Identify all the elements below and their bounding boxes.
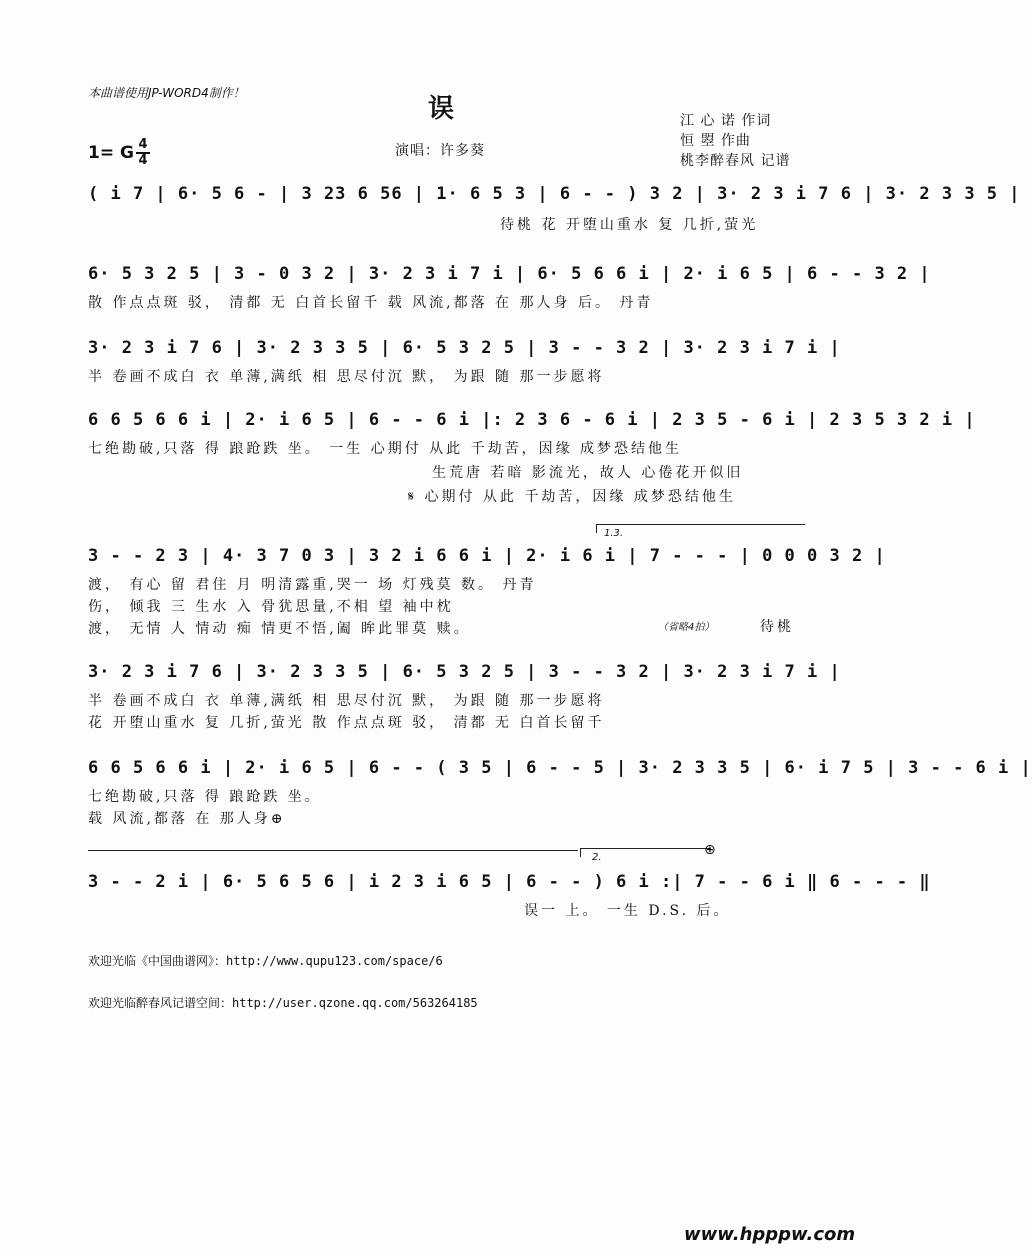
time-sig-bottom: 4 (136, 152, 150, 168)
key-signature: 1= G (88, 143, 134, 163)
aside-lyric: 待桃 (760, 619, 794, 635)
time-signature (136, 138, 150, 168)
volta-label-1: 1.3. (604, 528, 624, 539)
lyric-line-5a: 渡， 有心 留 君住 月 明清露重,哭一 场 灯残莫 数。 丹青 (88, 577, 537, 593)
lyric-line-4b: 生荒唐 若暗 影流光，故人 心倦花开似旧 (432, 465, 744, 481)
footer-link-qzone[interactable]: 欢迎光临醉春风记谱空间：http://user.qzone.qq.com/563264185 (88, 996, 478, 1010)
lyric-line-2a: 散 作点点斑 驳， 清都 无 白首长留千 载 风流,都落 在 那人身 后。 丹青 (88, 295, 654, 311)
lyric-line-5b: 伤， 倾我 三 生水 入 骨犹思量,不相 望 袖中枕 (88, 599, 454, 615)
volta-bracket-1 (596, 524, 805, 533)
footer-link-qupu[interactable]: 欢迎光临《中国曲谱网》：http://www.qupu123.com/space/6 (88, 954, 443, 968)
music-line-8: 3 - - 2 i | 6· 5 6 5 6 | i 2 3 i 6 5 | 6 - - ) 6 i :| 7 - - 6 i ‖ 6 - - - ‖ (88, 872, 931, 892)
site-watermark: www.hpppw.com (684, 1224, 856, 1245)
song-title: 误 (428, 94, 455, 124)
music-line-1: ( i 7 | 6· 5 6 - | 3 23 6 56 | 1· 6 5 3 | 6 - - ) 3 2 | 3· 2 3 i 7 6 | 3· 2 3 3 5 | (88, 184, 1021, 204)
time-sig-top: 4 (138, 137, 148, 152)
lyricist-credit: 江 心 诺 作词 (680, 113, 772, 129)
music-line-7: 6 6 5 6 6 i | 2· i 6 5 | 6 - - ( 3 5 | 6 - - 5 | 3· 2 3 3 5 | 6· i 7 5 | 3 - - 6 i | (88, 758, 1032, 778)
lyric-line-5c: 渡， 无情 人 情动 痴 情更不悟,阖 眸此罪莫 赎。 (88, 621, 471, 637)
lyric-line-6b: 花 开堕山重水 复 几折,萤光 散 作点点斑 驳， 清都 无 白首长留千 (88, 715, 605, 731)
singer-credit: 演唱：许多葵 (395, 143, 485, 159)
transcriber-credit: 桃李醉春风 记谱 (680, 153, 791, 169)
music-line-3: 3· 2 3 i 7 6 | 3· 2 3 3 5 | 6· 5 3 2 5 | 3 - - 3 2 | 3· 2 3 i 7 i | (88, 338, 841, 358)
omitted-beats-note: （省略4拍） (658, 622, 715, 633)
lyric-line-4a: 七绝勘破,只落 得 踉跄跌 坐。 一生 心期付 从此 千劫苦，因缘 成梦恐结他生 (88, 441, 683, 457)
music-line-6: 3· 2 3 i 7 6 | 3· 2 3 3 5 | 6· 5 3 2 5 | 3 - - 3 2 | 3· 2 3 i 7 i | (88, 662, 841, 682)
lyric-line-7a: 七绝勘破,只落 得 踉跄跌 坐。 (88, 789, 322, 805)
lyric-line-3a: 半 卷画不成白 衣 单薄,满纸 相 思尽付沉 默， 为跟 随 那一步愿将 (88, 369, 605, 385)
system-8-top-rule (88, 850, 578, 851)
lyric-line-7b: 载 风流,都落 在 那人身⊕ (88, 811, 286, 827)
lyric-line-1a: 待桃 花 开堕山重水 复 几折,萤光 (500, 217, 759, 233)
software-note: 本曲谱使用JP-WORD4制作！ (88, 86, 245, 100)
music-line-2: 6· 5 3 2 5 | 3 - 0 3 2 | 3· 2 3 i 7 i | 6· 5 6 6 i | 2· i 6 5 | 6 - - 3 2 | (88, 264, 931, 284)
coda-icon: ⊕ (704, 842, 716, 858)
lyric-line-8a: 误一 上。 一生 D.S. 后。 (524, 903, 731, 919)
volta-label-2: 2. (592, 852, 602, 863)
music-line-5: 3 - - 2 3 | 4· 3 7 0 3 | 3 2 i 6 6 i | 2· i 6 i | 7 - - - | 0 0 0 3 2 | (88, 546, 886, 566)
music-line-4: 6 6 5 6 6 i | 2· i 6 5 | 6 - - 6 i |: 2 3 6 - 6 i | 2 3 5 - 6 i | 2 3 5 3 2 i | (88, 410, 976, 430)
lyric-line-6a: 半 卷画不成白 衣 单薄,满纸 相 思尽付沉 默， 为跟 随 那一步愿将 (88, 693, 605, 709)
composer-credit: 恒 曌 作曲 (680, 133, 751, 149)
lyric-line-4c: 𝄋 心期付 从此 千劫苦，因缘 成梦恐结他生 (408, 489, 736, 505)
